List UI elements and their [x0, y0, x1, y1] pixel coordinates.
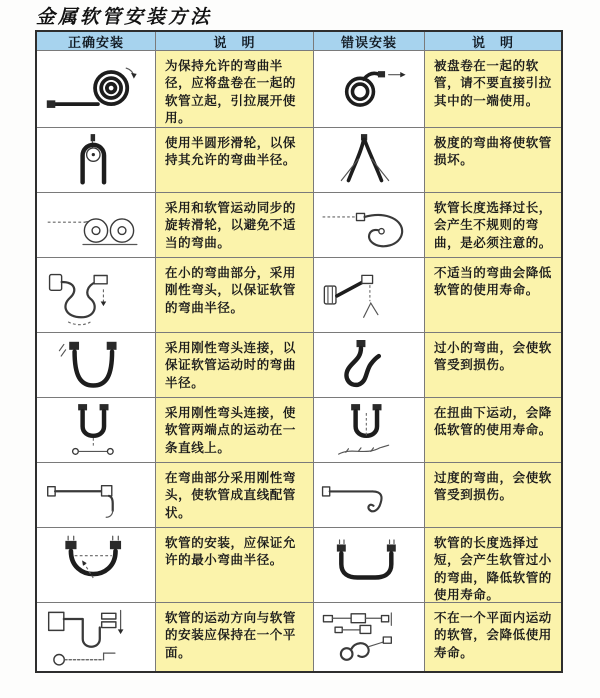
- wrong-illustration: [314, 258, 424, 332]
- wrong-note: 被盘卷在一起的软管，请不要直接引拉其中的一端使用。: [425, 51, 561, 127]
- header-description-2: 说 明: [425, 32, 561, 50]
- header-correct-install: 正确安装: [37, 32, 155, 50]
- wrong-note: 过度的弯曲，会使软管受到损伤。: [425, 463, 561, 527]
- wrong-note: 过小的弯曲，会使软管受到损伤。: [425, 333, 561, 397]
- correct-note: 采用和软管运动同步的旋转滑轮，以避免不适当的弯曲。: [156, 193, 313, 257]
- correct-note: 在弯曲部分采用刚性弯头，使软管成直线配管状。: [156, 463, 313, 527]
- correct-note: 软管的安装，应保证允许的最小弯曲半径。: [156, 528, 313, 602]
- too-short-flat-u-icon: [319, 534, 419, 596]
- semicircular-pulley-hose-icon: [46, 131, 146, 189]
- wrong-note: 在扭曲下运动，会降低软管的使用寿命。: [425, 398, 561, 462]
- improper-bend-hose-icon: [319, 264, 419, 326]
- wrong-illustration: [314, 603, 424, 671]
- correct-note: 采用刚性弯头连接，使软管两端点的运动在一条直线上。: [156, 398, 313, 462]
- rigid-elbow-u-hang-icon: [46, 336, 146, 394]
- correct-note: 软管的运动方向与软管的安装应保持在一个平面。: [156, 603, 313, 671]
- wrong-note: 不在一个平面内运动的软管，会降低使用寿命。: [425, 603, 561, 671]
- wrong-illustration: [314, 128, 424, 192]
- overbent-end-hose-icon: [319, 466, 419, 524]
- installation-table: [35, 30, 563, 673]
- straight-run-rigid-elbow-icon: [44, 466, 148, 524]
- rigid-elbow-small-bend-icon: [44, 262, 148, 328]
- in-plane-trap-piping-icon: [43, 604, 149, 670]
- header-wrong-install: 错误安装: [314, 32, 424, 50]
- coil-pulled-from-end-hose-icon: [319, 60, 419, 118]
- correct-illustration: [37, 258, 155, 332]
- synchronized-rotating-pulleys-icon: [44, 196, 148, 254]
- wrong-illustration: [314, 463, 424, 527]
- correct-illustration: [37, 51, 155, 127]
- wrong-illustration: [314, 398, 424, 462]
- wrong-note: 极度的弯曲将使软管损坏。: [425, 128, 561, 192]
- minimum-bend-radius-u-icon: [44, 533, 148, 597]
- correct-note: 为保持允许的弯曲半径，应将盘卷在一起的软管立起，引拉展开使用。: [156, 51, 313, 127]
- correct-illustration: [37, 193, 155, 257]
- correct-illustration: [37, 603, 155, 671]
- correct-note: 采用刚性弯头连接，以保证软管运动时的弯曲半径。: [156, 333, 313, 397]
- correct-illustration: [37, 333, 155, 397]
- over-long-irregular-loop-icon: [319, 196, 419, 254]
- twisted-motion-u-hose-icon: [319, 401, 419, 459]
- wrong-illustration: [314, 193, 424, 257]
- correct-note: 在小的弯曲部分，采用刚性弯头，以保证软管的弯曲半径。: [156, 258, 313, 332]
- correct-illustration: [37, 463, 155, 527]
- wrong-note: 不适当的弯曲会降低软管的使用寿命。: [425, 258, 561, 332]
- wrong-note: 软管的长度选择过短，会产生软管过小的弯曲，降低软管的使用寿命。: [425, 528, 561, 602]
- wrong-illustration: [314, 333, 424, 397]
- extreme-sharp-fold-hose-icon: [319, 131, 419, 189]
- correct-illustration: [37, 398, 155, 462]
- correct-note: 使用半圆形滑轮，以保持其允许的弯曲半径。: [156, 128, 313, 192]
- wrong-note: 软管长度选择过长，会产生不规则的弯曲，是必须注意的。: [425, 193, 561, 257]
- too-small-loop-hose-icon: [319, 336, 419, 394]
- out-of-plane-motion-icon: [319, 605, 419, 669]
- coil-stood-up-hose-icon: [43, 58, 149, 120]
- correct-illustration: [37, 128, 155, 192]
- wrong-illustration: [314, 51, 424, 127]
- aligned-endpoints-u-hose-icon: [46, 401, 146, 459]
- wrong-illustration: [314, 528, 424, 602]
- header-description-1: 说 明: [156, 32, 313, 50]
- correct-illustration: [37, 528, 155, 602]
- page-title: 金属软管安装方法: [36, 6, 213, 28]
